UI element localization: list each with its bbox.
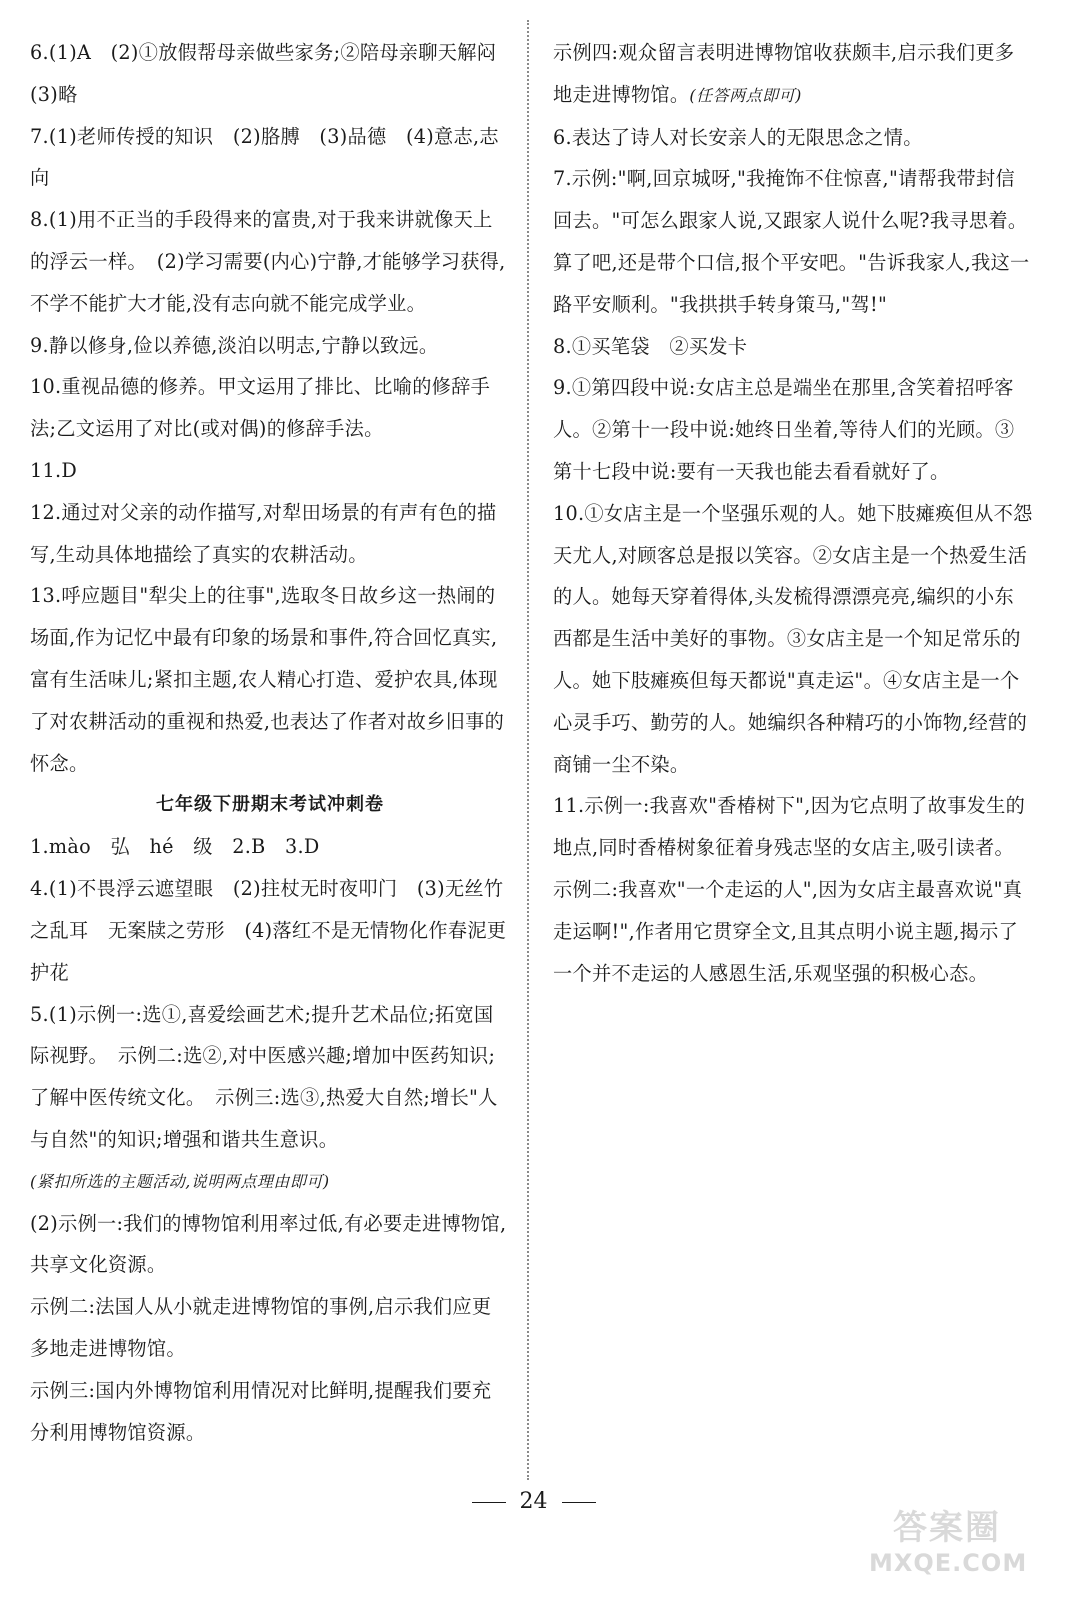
answer-5-1: 5.(1)示例一:选①,喜爱绘画艺术;提升艺术品位;拓宽国际视野。 示例二:选②,对中医感兴趣;增加中医药知识;了解中医传统文化。 示例三:选③,热爱大自然;增长"人与自然"的知识;增强和谐共生意识。 xyxy=(30,1002,498,1151)
answer-5-2-example-2: 示例二:法国人从小就走进博物馆的事例,启示我们应更多地走进博物馆。 xyxy=(30,1295,492,1360)
column-divider xyxy=(527,20,529,1480)
answer-5-2-example-1: (2)示例一:我们的博物馆利用率过低,有必要走进博物馆,共享文化资源。 xyxy=(30,1211,507,1277)
left-column xyxy=(30,32,516,1453)
answer-13: 13.呼应题目"犁尖上的往事",选取冬日故乡这一热闹的场面,作为记忆中最有印象的场景和事件,符合回忆真实,富有生活味儿;紧扣主题,农人精心打造、爱护农具,体现了对农耕活动的重视和热爱,也表达了作者对故乡旧事的怀念。 xyxy=(30,584,505,775)
answer-5-2-example-4-text: 示例四:观众留言表明进博物馆收获颇丰,启示我们更多地走进博物馆。 xyxy=(553,41,1015,106)
answer-5-2-example-4 xyxy=(553,32,1033,117)
answer-11: 11.D xyxy=(30,458,78,482)
section-title: 七年级下册期末考试冲刺卷 xyxy=(156,794,384,816)
answer-10: 10.重视品德的修养。甲文运用了排比、比喻的修辞手法;乙文运用了对比(或对偶)的修辞手法。 xyxy=(30,375,491,441)
answer-7: 7.(1)老师传授的知识 (2)胳膊 (3)品德 (4)意志,志向 xyxy=(30,124,499,190)
answer-4: 4.(1)不畏浮云遮望眼 (2)拄杖无时夜叩门 (3)无丝竹之乱耳 无案牍之劳形 (4)落红不是无情物化作春泥更护花 xyxy=(30,877,507,984)
answer-5-2-note: (任答两点即可) xyxy=(689,85,802,105)
watermark-url: MXQE.COM xyxy=(869,1549,1028,1577)
right-column xyxy=(553,32,1033,994)
answer-8: 8.(1)用不正当的手段得来的富贵,对于我来讲就像天上的浮云一样。 (2)学习需要(内心)宁静,才能够学习获得,不学不能扩大才能,没有志向就不能完成学业。 xyxy=(30,208,506,315)
answer-6-right: 6.表达了诗人对长安亲人的无限思念之情。 xyxy=(553,125,923,149)
footer-dash-right xyxy=(562,1502,596,1503)
answer-6: 6.(1)A (2)①放假帮母亲做些家务;②陪母亲聊天解闷 (3)略 xyxy=(30,41,516,106)
answer-9-right: 9.①第四段中说:女店主总是端坐在那里,含笑着招呼客人。②第十一段中说:她终日坐着,等待人们的光顾。③第十七段中说:要有一天我也能去看看就好了。 xyxy=(553,376,1015,483)
answer-1-3: 1.mào 弘 hé 级 2.B 3.D xyxy=(30,835,320,859)
answer-5-2-example-3: 示例三:国内外博物馆利用情况对比鲜明,提醒我们要充分利用博物馆资源。 xyxy=(30,1378,492,1444)
answer-11-right: 11.示例一:我喜欢"香椿树下",因为它点明了故事发生的地点,同时香椿树象征着身残志坚的女店主,吸引读者。 示例二:我喜欢"一个走运的人",因为女店主最喜欢说"真走运啊!",作者用它贯穿全文,且其点明小说主题,揭示了一个并不走运的人感恩生活,乐观坚强的积极心态。 xyxy=(553,794,1026,985)
footer-dash-left xyxy=(472,1502,506,1503)
answer-8-right: 8.①买笔袋 ②买发卡 xyxy=(553,334,748,358)
page-number: 24 xyxy=(519,1489,548,1514)
answer-10-right: 10.①女店主是一个坚强乐观的人。她下肢瘫痪但从不怨天尤人,对顾客总是报以笑容。②女店主是一个热爱生活的人。她每天穿着得体,头发梳得漂漂亮亮,编织的小东西都是生活中美好的事物。③女店主是一个知足常乐的人。她下肢瘫痪但每天都说"真走运"。④女店主是一个心灵手巧、勤劳的人。她编织各种精巧的小饰物,经营的商铺一尘不染。 xyxy=(553,501,1033,776)
watermark-logo xyxy=(869,1500,1045,1592)
watermark-logo-text: 答案圈 xyxy=(893,1508,1001,1548)
answer-9: 9.静以修身,俭以养德,淡泊以明志,宁静以致远。 xyxy=(30,333,439,357)
answer-5-1-note: (紧扣所选的主题活动,说明两点理由即可) xyxy=(30,1171,330,1191)
answer-12: 12.通过对父亲的动作描写,对犁田场景的有声有色的描写,生动具体地描绘了真实的农耕活动。 xyxy=(30,500,497,566)
answer-7-right: 7.示例:"啊,回京城呀,"我掩饰不住惊喜,"请帮我带封信回去。"可怎么跟家人说,又跟家人说什么呢?我寻思着。算了吧,还是带个口信,报个平安吧。"告诉我家人,我这一路平安顺利。"我拱拱手转身策马,"驾!" xyxy=(553,167,1030,316)
